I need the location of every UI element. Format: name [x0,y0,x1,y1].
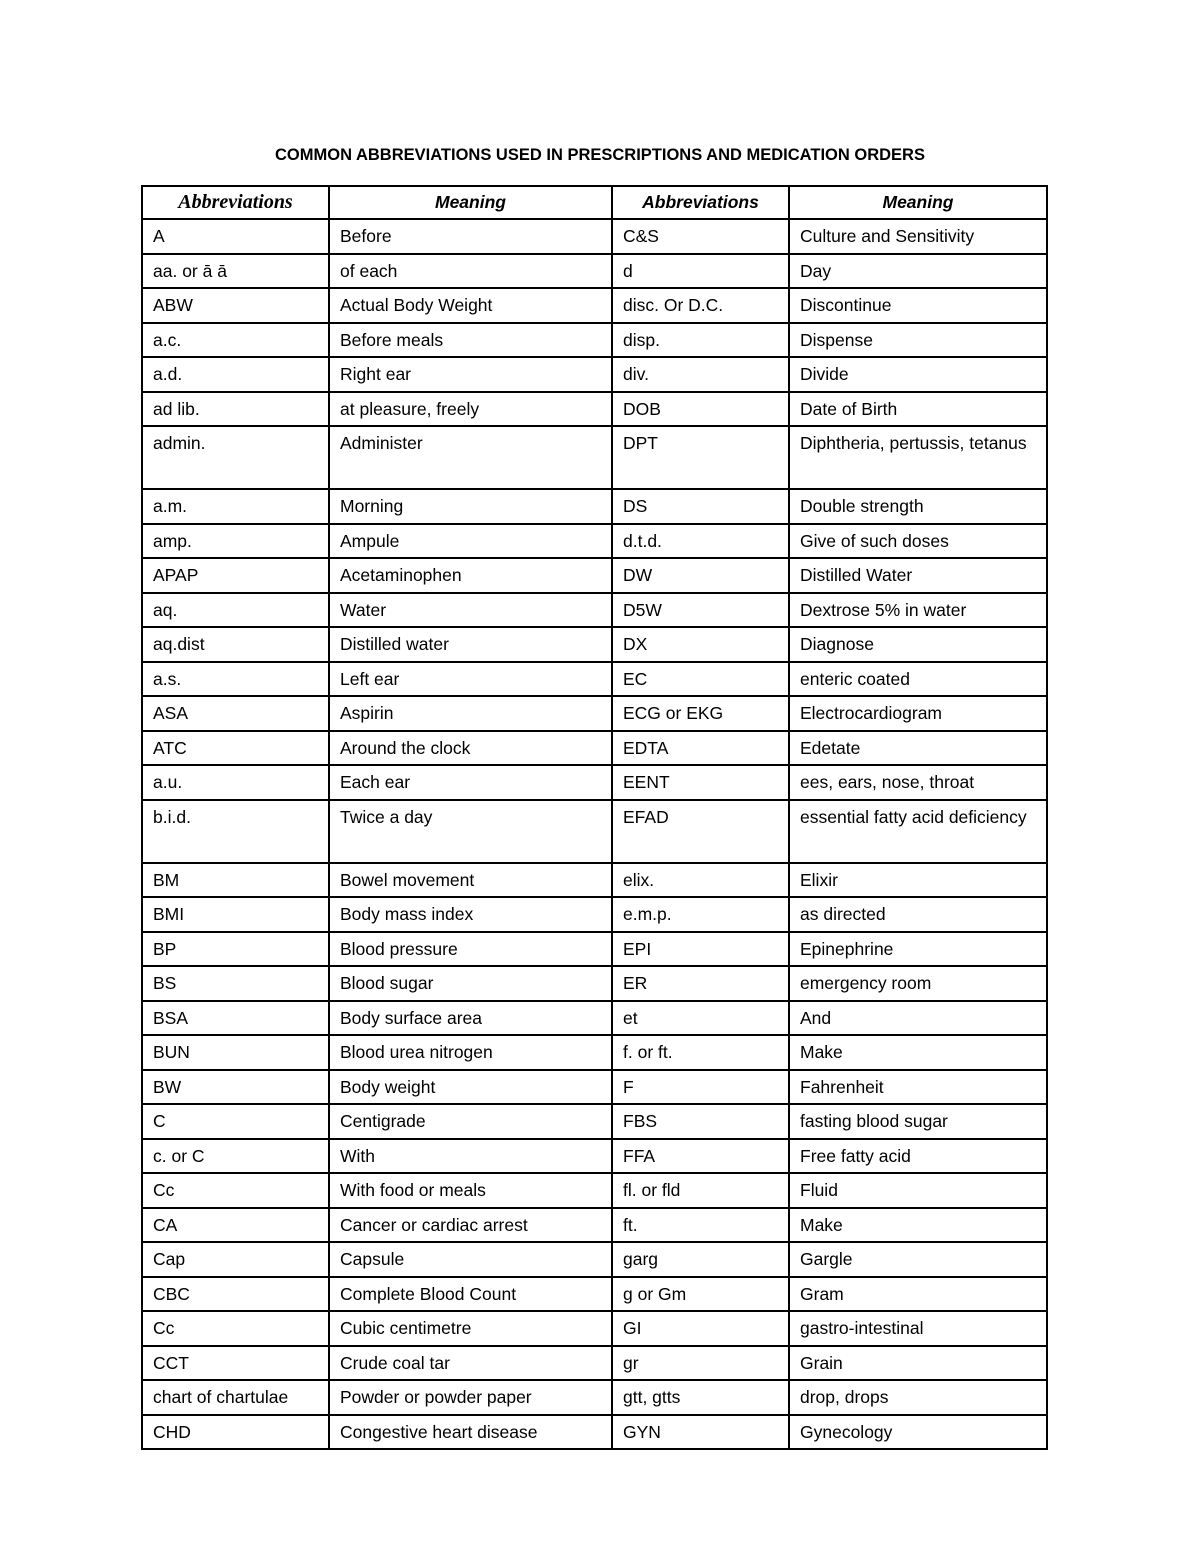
abbreviation-cell: EPI [612,932,789,967]
table-row [142,593,1047,628]
abbreviation-cell: ECG or EKG [612,696,789,731]
abbreviation-cell: CCT [142,1346,329,1381]
abbreviation-cell: Cc [142,1173,329,1208]
meaning-cell: Actual Body Weight [329,288,612,323]
abbreviation-cell: EENT [612,765,789,800]
table-row [142,323,1047,358]
meaning-cell: Water [329,593,612,628]
abbreviation-cell: APAP [142,558,329,593]
meaning-cell: Powder or powder paper [329,1380,612,1415]
meaning-cell: Cubic centimetre [329,1311,612,1346]
meaning-cell: Diphtheria, pertussis, tetanus [789,426,1047,489]
abbreviations-table [141,185,1048,1450]
meaning-cell: Crude coal tar [329,1346,612,1381]
table-row [142,1035,1047,1070]
meaning-cell: Epinephrine [789,932,1047,967]
table-row [142,765,1047,800]
meaning-cell: Body mass index [329,897,612,932]
abbreviation-cell: div. [612,357,789,392]
meaning-cell: ees, ears, nose, throat [789,765,1047,800]
header-abbreviations: Abbreviations [612,186,789,219]
table-row [142,219,1047,254]
abbreviation-cell: gtt, gtts [612,1380,789,1415]
table-row [142,1139,1047,1174]
meaning-cell: Ampule [329,524,612,559]
meaning-cell: With [329,1139,612,1174]
meaning-cell: Cancer or cardiac arrest [329,1208,612,1243]
abbreviation-cell: d.t.d. [612,524,789,559]
abbreviation-cell: aq. [142,593,329,628]
abbreviation-cell: disc. Or D.C. [612,288,789,323]
abbreviation-cell: EFAD [612,800,789,863]
meaning-cell: With food or meals [329,1173,612,1208]
abbreviation-cell: d [612,254,789,289]
meaning-cell: Edetate [789,731,1047,766]
meaning-cell: Left ear [329,662,612,697]
abbreviation-cell: Cc [142,1311,329,1346]
abbreviation-cell: e.m.p. [612,897,789,932]
meaning-cell: as directed [789,897,1047,932]
meaning-cell: Right ear [329,357,612,392]
meaning-cell: Make [789,1035,1047,1070]
abbreviation-cell: aq.dist [142,627,329,662]
table-row [142,1346,1047,1381]
meaning-cell: Gram [789,1277,1047,1312]
meaning-cell: And [789,1001,1047,1036]
meaning-cell: Blood sugar [329,966,612,1001]
meaning-cell: Acetaminophen [329,558,612,593]
meaning-cell: Before [329,219,612,254]
abbreviation-cell: BSA [142,1001,329,1036]
header-meaning: Meaning [329,186,612,219]
abbreviation-cell: BUN [142,1035,329,1070]
meaning-cell: gastro-intestinal [789,1311,1047,1346]
abbreviation-cell: C&S [612,219,789,254]
abbreviation-cell: disp. [612,323,789,358]
table-row [142,254,1047,289]
meaning-cell: emergency room [789,966,1047,1001]
table-row [142,1415,1047,1450]
abbreviation-cell: fl. or fld [612,1173,789,1208]
meaning-cell: Elixir [789,863,1047,898]
abbreviation-cell: gr [612,1346,789,1381]
table-row [142,524,1047,559]
meaning-cell: at pleasure, freely [329,392,612,427]
meaning-cell: Twice a day [329,800,612,863]
abbreviation-cell: ASA [142,696,329,731]
meaning-cell: Bowel movement [329,863,612,898]
meaning-cell: Discontinue [789,288,1047,323]
meaning-cell: Around the clock [329,731,612,766]
meaning-cell: Fluid [789,1173,1047,1208]
abbreviation-cell: b.i.d. [142,800,329,863]
meaning-cell: Give of such doses [789,524,1047,559]
abbreviation-cell: g or Gm [612,1277,789,1312]
abbreviation-cell: A [142,219,329,254]
meaning-cell: Day [789,254,1047,289]
meaning-cell: Complete Blood Count [329,1277,612,1312]
abbreviation-cell: a.m. [142,489,329,524]
abbreviation-cell: DOB [612,392,789,427]
abbreviation-cell: ABW [142,288,329,323]
abbreviation-cell: ATC [142,731,329,766]
meaning-cell: Capsule [329,1242,612,1277]
meaning-cell: drop, drops [789,1380,1047,1415]
meaning-cell: Diagnose [789,627,1047,662]
abbreviation-cell: c. or C [142,1139,329,1174]
meaning-cell: Make [789,1208,1047,1243]
abbreviation-cell: amp. [142,524,329,559]
meaning-cell: Morning [329,489,612,524]
abbreviation-cell: FFA [612,1139,789,1174]
meaning-cell: Gargle [789,1242,1047,1277]
page-title: COMMON ABBREVIATIONS USED IN PRESCRIPTIONS AND MEDICATION ORDERS [275,146,925,164]
meaning-cell: enteric coated [789,662,1047,697]
abbreviation-cell: CA [142,1208,329,1243]
meaning-cell: Blood pressure [329,932,612,967]
meaning-cell: Before meals [329,323,612,358]
meaning-cell: essential fatty acid deficiency [789,800,1047,863]
abbreviation-cell: D5W [612,593,789,628]
table-row [142,932,1047,967]
meaning-cell: Double strength [789,489,1047,524]
table-row [142,288,1047,323]
meaning-cell: Dextrose 5% in water [789,593,1047,628]
abbreviation-cell: DW [612,558,789,593]
table-row [142,1173,1047,1208]
abbreviation-cell: elix. [612,863,789,898]
meaning-cell: Congestive heart disease [329,1415,612,1450]
abbreviation-cell: EDTA [612,731,789,766]
meaning-cell: Body surface area [329,1001,612,1036]
abbreviation-cell: Cap [142,1242,329,1277]
abbreviation-cell: EC [612,662,789,697]
meaning-cell: Distilled water [329,627,612,662]
table-row [142,392,1047,427]
header-meaning: Meaning [789,186,1047,219]
abbreviation-cell: chart of chartulae [142,1380,329,1415]
abbreviation-cell: ft. [612,1208,789,1243]
meaning-cell: Dispense [789,323,1047,358]
abbreviation-cell: a.u. [142,765,329,800]
table-row [142,731,1047,766]
meaning-cell: Grain [789,1346,1047,1381]
meaning-cell: Gynecology [789,1415,1047,1450]
meaning-cell: Aspirin [329,696,612,731]
abbreviation-cell: ad lib. [142,392,329,427]
abbreviation-cell: f. or ft. [612,1035,789,1070]
table-row [142,800,1047,863]
abbreviation-cell: aa. or ā ā [142,254,329,289]
abbreviation-cell: BW [142,1070,329,1105]
abbreviation-cell: DPT [612,426,789,489]
header-row [142,186,1047,219]
table-row [142,1208,1047,1243]
table-row [142,426,1047,489]
meaning-cell: Distilled Water [789,558,1047,593]
abbreviation-cell: FBS [612,1104,789,1139]
abbreviation-cell: C [142,1104,329,1139]
meaning-cell: Date of Birth [789,392,1047,427]
table-row [142,662,1047,697]
abbreviation-cell: a.d. [142,357,329,392]
meaning-cell: Free fatty acid [789,1139,1047,1174]
abbreviation-cell: GYN [612,1415,789,1450]
table-row [142,1311,1047,1346]
meaning-cell: Electrocardiogram [789,696,1047,731]
table-row [142,357,1047,392]
table-row [142,1104,1047,1139]
abbreviation-cell: BMI [142,897,329,932]
abbreviation-cell: F [612,1070,789,1105]
table-row [142,489,1047,524]
abbreviation-cell: CBC [142,1277,329,1312]
abbreviation-cell: CHD [142,1415,329,1450]
table-row [142,627,1047,662]
meaning-cell: Each ear [329,765,612,800]
meaning-cell: Administer [329,426,612,489]
table-row [142,863,1047,898]
abbreviation-cell: a.c. [142,323,329,358]
header-abbreviations: Abbreviations [142,186,329,219]
meaning-cell: Body weight [329,1070,612,1105]
abbreviation-cell: et [612,1001,789,1036]
abbreviation-cell: BS [142,966,329,1001]
abbreviation-cell: admin. [142,426,329,489]
meaning-cell: Centigrade [329,1104,612,1139]
table-row [142,696,1047,731]
table-row [142,1277,1047,1312]
abbreviation-cell: BP [142,932,329,967]
abbreviation-cell: GI [612,1311,789,1346]
meaning-cell: of each [329,254,612,289]
abbreviation-cell: ER [612,966,789,1001]
meaning-cell: Blood urea nitrogen [329,1035,612,1070]
meaning-cell: Divide [789,357,1047,392]
meaning-cell: fasting blood sugar [789,1104,1047,1139]
table-row [142,1242,1047,1277]
table-body [142,219,1047,1449]
abbreviation-cell: BM [142,863,329,898]
meaning-cell: Culture and Sensitivity [789,219,1047,254]
table-row [142,1070,1047,1105]
meaning-cell: Fahrenheit [789,1070,1047,1105]
table-row [142,1001,1047,1036]
abbreviation-cell: DX [612,627,789,662]
abbreviation-cell: DS [612,489,789,524]
table-row [142,1380,1047,1415]
table-row [142,966,1047,1001]
abbreviation-cell: garg [612,1242,789,1277]
table-row [142,897,1047,932]
table-row [142,558,1047,593]
abbreviation-cell: a.s. [142,662,329,697]
